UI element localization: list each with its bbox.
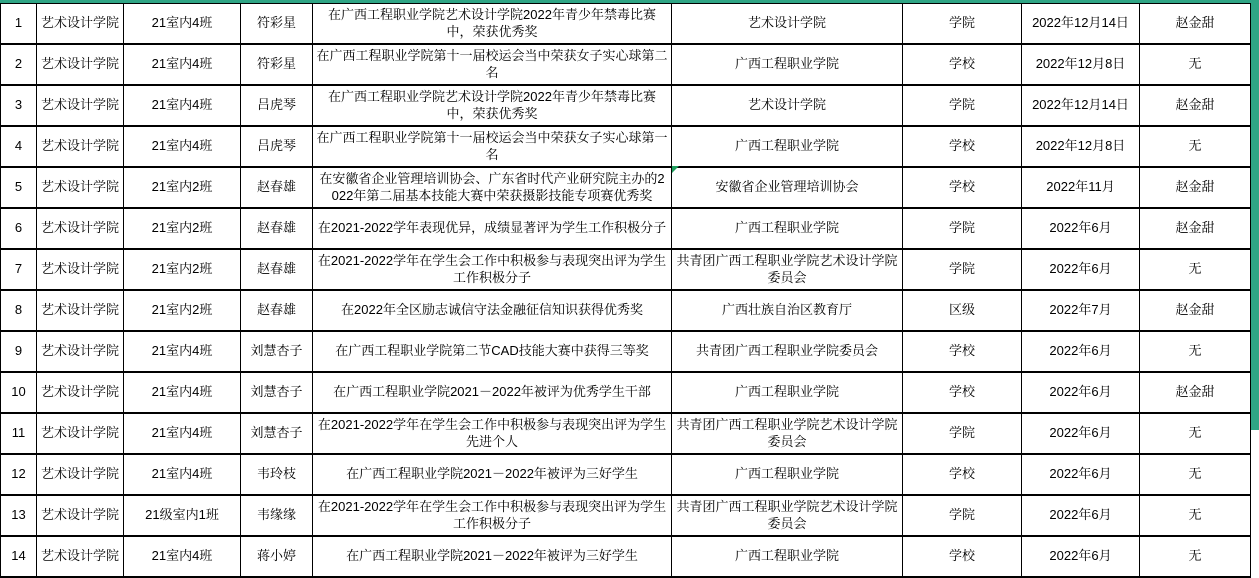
table-row [1, 413, 1251, 454]
table-row [1, 3, 1251, 44]
cell-handler[interactable]: 赵金甜 [1140, 290, 1251, 331]
cell-org[interactable]: 共青团广西工程职业学院艺术设计学院委员会 [672, 413, 903, 454]
cell-college[interactable]: 艺术设计学院 [37, 208, 124, 249]
cell-level[interactable]: 学校 [903, 454, 1022, 495]
cell-org[interactable]: 共青团广西工程职业学院艺术设计学院委员会 [672, 495, 903, 536]
cell-college[interactable]: 艺术设计学院 [37, 413, 124, 454]
awards-table-body [1, 3, 1251, 577]
table-row [1, 495, 1251, 536]
cell-name[interactable]: 赵春雄 [241, 249, 313, 290]
cell-date[interactable]: 2022年6月 [1022, 208, 1140, 249]
cell-college[interactable]: 艺术设计学院 [37, 536, 124, 577]
cell-award[interactable]: 在2022年全区励志诚信守法金融征信知识获得优秀奖 [313, 290, 672, 331]
cell-handler[interactable]: 无 [1140, 495, 1251, 536]
table-row [1, 331, 1251, 372]
cell-class[interactable]: 21室内2班 [124, 167, 241, 208]
cell-award[interactable]: 在2021-2022学年在学生会工作中积极参与表现突出评为学生工作积极分子 [313, 495, 672, 536]
cell-index[interactable]: 8 [1, 290, 37, 331]
cell-award[interactable]: 在2021-2022学年在学生会工作中积极参与表现突出评为学生先进个人 [313, 413, 672, 454]
cell-level[interactable]: 学院 [903, 208, 1022, 249]
cell-handler[interactable]: 无 [1140, 126, 1251, 167]
cell-award[interactable]: 在2021-2022学年表现优异，成绩显著评为学生工作积极分子 [313, 208, 672, 249]
cell-org[interactable]: 广西壮族自治区教育厅 [672, 290, 903, 331]
cell-college[interactable]: 艺术设计学院 [37, 126, 124, 167]
cell-org[interactable]: 艺术设计学院 [672, 3, 903, 44]
cell-name[interactable]: 韦玲枝 [241, 454, 313, 495]
cell-class[interactable]: 21室内2班 [124, 208, 241, 249]
cell-award[interactable]: 在广西工程职业学院第二节CAD技能大赛中获得三等奖 [313, 331, 672, 372]
cell-class[interactable]: 21室内4班 [124, 3, 241, 44]
cell-name[interactable]: 赵春雄 [241, 290, 313, 331]
cell-handler[interactable]: 赵金甜 [1140, 85, 1251, 126]
cell-date[interactable]: 2022年6月 [1022, 331, 1140, 372]
cell-name[interactable]: 韦缘缘 [241, 495, 313, 536]
cell-index[interactable]: 4 [1, 126, 37, 167]
cell-index[interactable]: 6 [1, 208, 37, 249]
cell-class[interactable]: 21室内2班 [124, 249, 241, 290]
cell-college[interactable]: 艺术设计学院 [37, 495, 124, 536]
cell-level[interactable]: 学院 [903, 85, 1022, 126]
cell-level[interactable]: 学院 [903, 249, 1022, 290]
cell-name[interactable]: 吕虎琴 [241, 126, 313, 167]
cell-handler[interactable]: 无 [1140, 249, 1251, 290]
cell-level[interactable]: 学校 [903, 167, 1022, 208]
cell-handler[interactable]: 赵金甜 [1140, 167, 1251, 208]
cell-index[interactable]: 2 [1, 44, 37, 85]
cell-org[interactable]: 广西工程职业学院 [672, 454, 903, 495]
cell-date[interactable]: 2022年12月8日 [1022, 44, 1140, 85]
cell-college[interactable]: 艺术设计学院 [37, 44, 124, 85]
cell-org[interactable]: 广西工程职业学院 [672, 44, 903, 85]
cell-class[interactable]: 21室内4班 [124, 126, 241, 167]
table-row [1, 85, 1251, 126]
cell-college[interactable]: 艺术设计学院 [37, 3, 124, 44]
cell-level[interactable]: 学院 [903, 413, 1022, 454]
table-row [1, 167, 1251, 208]
table-row [1, 44, 1251, 85]
table-row [1, 372, 1251, 413]
awards-table [0, 2, 1251, 578]
cell-name[interactable]: 刘慧杏子 [241, 331, 313, 372]
cell-date[interactable]: 2022年6月 [1022, 249, 1140, 290]
right-edge-accent-strip [1251, 0, 1259, 430]
cell-class[interactable]: 21室内4班 [124, 372, 241, 413]
cell-index[interactable]: 7 [1, 249, 37, 290]
cell-level[interactable]: 学校 [903, 126, 1022, 167]
cell-class[interactable]: 21室内2班 [124, 290, 241, 331]
cell-date[interactable]: 2022年6月 [1022, 413, 1140, 454]
cell-org[interactable]: 广西工程职业学院 [672, 372, 903, 413]
cell-date[interactable]: 2022年7月 [1022, 290, 1140, 331]
cell-class[interactable]: 21室内4班 [124, 44, 241, 85]
cell-class[interactable]: 21室内4班 [124, 454, 241, 495]
cell-date[interactable]: 2022年6月 [1022, 536, 1140, 577]
cell-date[interactable]: 2022年12月8日 [1022, 126, 1140, 167]
cell-date[interactable]: 2022年6月 [1022, 454, 1140, 495]
cell-date[interactable]: 2022年12月14日 [1022, 85, 1140, 126]
cell-handler[interactable]: 无 [1140, 413, 1251, 454]
cell-name[interactable]: 吕虎琴 [241, 85, 313, 126]
table-row [1, 208, 1251, 249]
cell-date[interactable]: 2022年12月14日 [1022, 3, 1140, 44]
cell-index[interactable]: 10 [1, 372, 37, 413]
cell-award[interactable]: 在广西工程职业学院第十一届校运会当中荣获女子实心球第一名 [313, 126, 672, 167]
cell-level[interactable]: 学院 [903, 3, 1022, 44]
cell-index[interactable]: 11 [1, 413, 37, 454]
cell-org[interactable]: 广西工程职业学院 [672, 126, 903, 167]
cell-index[interactable]: 9 [1, 331, 37, 372]
cell-name[interactable]: 符彩星 [241, 3, 313, 44]
cell-index[interactable]: 12 [1, 454, 37, 495]
cell-level[interactable]: 学校 [903, 536, 1022, 577]
cell-org[interactable]: 共青团广西工程职业学院艺术设计学院委员会 [672, 249, 903, 290]
table-row [1, 249, 1251, 290]
cell-name[interactable]: 刘慧杏子 [241, 413, 313, 454]
cell-flag-triangle-icon [672, 166, 679, 173]
cell-level[interactable]: 学校 [903, 372, 1022, 413]
cell-level[interactable]: 学校 [903, 44, 1022, 85]
cell-class[interactable]: 21室内4班 [124, 331, 241, 372]
cell-index[interactable]: 13 [1, 495, 37, 536]
table-row [1, 454, 1251, 495]
cell-college[interactable]: 艺术设计学院 [37, 331, 124, 372]
cell-index[interactable]: 3 [1, 85, 37, 126]
cell-award[interactable]: 在广西工程职业学院2021－2022年被评为优秀学生干部 [313, 372, 672, 413]
table-row [1, 126, 1251, 167]
cell-name[interactable]: 符彩星 [241, 44, 313, 85]
cell-org[interactable]: 广西工程职业学院 [672, 208, 903, 249]
cell-award[interactable]: 在广西工程职业学院2021－2022年被评为三好学生 [313, 454, 672, 495]
cell-class[interactable]: 21级室内1班 [124, 495, 241, 536]
cell-award[interactable]: 在广西工程职业学院第十一届校运会当中荣获女子实心球第二名 [313, 44, 672, 85]
cell-org[interactable]: 安徽省企业管理培训协会 [672, 167, 903, 208]
cell-college[interactable]: 艺术设计学院 [37, 290, 124, 331]
cell-level[interactable]: 学校 [903, 331, 1022, 372]
cell-handler[interactable]: 赵金甜 [1140, 208, 1251, 249]
table-row [1, 290, 1251, 331]
cell-name[interactable]: 刘慧杏子 [241, 372, 313, 413]
cell-index[interactable]: 5 [1, 167, 37, 208]
cell-handler[interactable]: 无 [1140, 331, 1251, 372]
cell-level[interactable]: 区级 [903, 290, 1022, 331]
cell-college[interactable]: 艺术设计学院 [37, 85, 124, 126]
cell-date[interactable]: 2022年6月 [1022, 495, 1140, 536]
cell-award[interactable]: 在安徽省企业管理培训协会、广东省时代产业研究院主办的2022年第二届基本技能大赛中荣获摄影技能专项赛优秀奖 [313, 167, 672, 208]
cell-class[interactable]: 21室内4班 [124, 413, 241, 454]
cell-name[interactable]: 赵春雄 [241, 167, 313, 208]
cell-college[interactable]: 艺术设计学院 [37, 372, 124, 413]
table-row [1, 536, 1251, 577]
top-accent-bar [0, 0, 1259, 3]
cell-name[interactable]: 赵春雄 [241, 208, 313, 249]
cell-college[interactable]: 艺术设计学院 [37, 249, 124, 290]
cell-handler[interactable]: 赵金甜 [1140, 372, 1251, 413]
cell-college[interactable]: 艺术设计学院 [37, 167, 124, 208]
cell-award[interactable]: 在广西工程职业学院2021－2022年被评为三好学生 [313, 536, 672, 577]
cell-index[interactable]: 1 [1, 3, 37, 44]
cell-award[interactable]: 在2021-2022学年在学生会工作中积极参与表现突出评为学生工作积极分子 [313, 249, 672, 290]
cell-date[interactable]: 2022年6月 [1022, 372, 1140, 413]
cell-handler[interactable]: 无 [1140, 454, 1251, 495]
cell-name[interactable]: 蒋小婷 [241, 536, 313, 577]
cell-date[interactable]: 2022年11月 [1022, 167, 1140, 208]
cell-college[interactable]: 艺术设计学院 [37, 454, 124, 495]
cell-handler[interactable]: 无 [1140, 44, 1251, 85]
cell-index[interactable]: 14 [1, 536, 37, 577]
cell-org[interactable]: 广西工程职业学院 [672, 536, 903, 577]
cell-award[interactable]: 在广西工程职业学院艺术设计学院2022年青少年禁毒比赛中，荣获优秀奖 [313, 3, 672, 44]
cell-class[interactable]: 21室内4班 [124, 85, 241, 126]
cell-class[interactable]: 21室内4班 [124, 536, 241, 577]
cell-handler[interactable]: 无 [1140, 536, 1251, 577]
cell-award[interactable]: 在广西工程职业学院艺术设计学院2022年青少年禁毒比赛中，荣获优秀奖 [313, 85, 672, 126]
cell-org[interactable]: 共青团广西工程职业学院委员会 [672, 331, 903, 372]
cell-org[interactable]: 艺术设计学院 [672, 85, 903, 126]
cell-level[interactable]: 学院 [903, 495, 1022, 536]
cell-handler[interactable]: 赵金甜 [1140, 3, 1251, 44]
